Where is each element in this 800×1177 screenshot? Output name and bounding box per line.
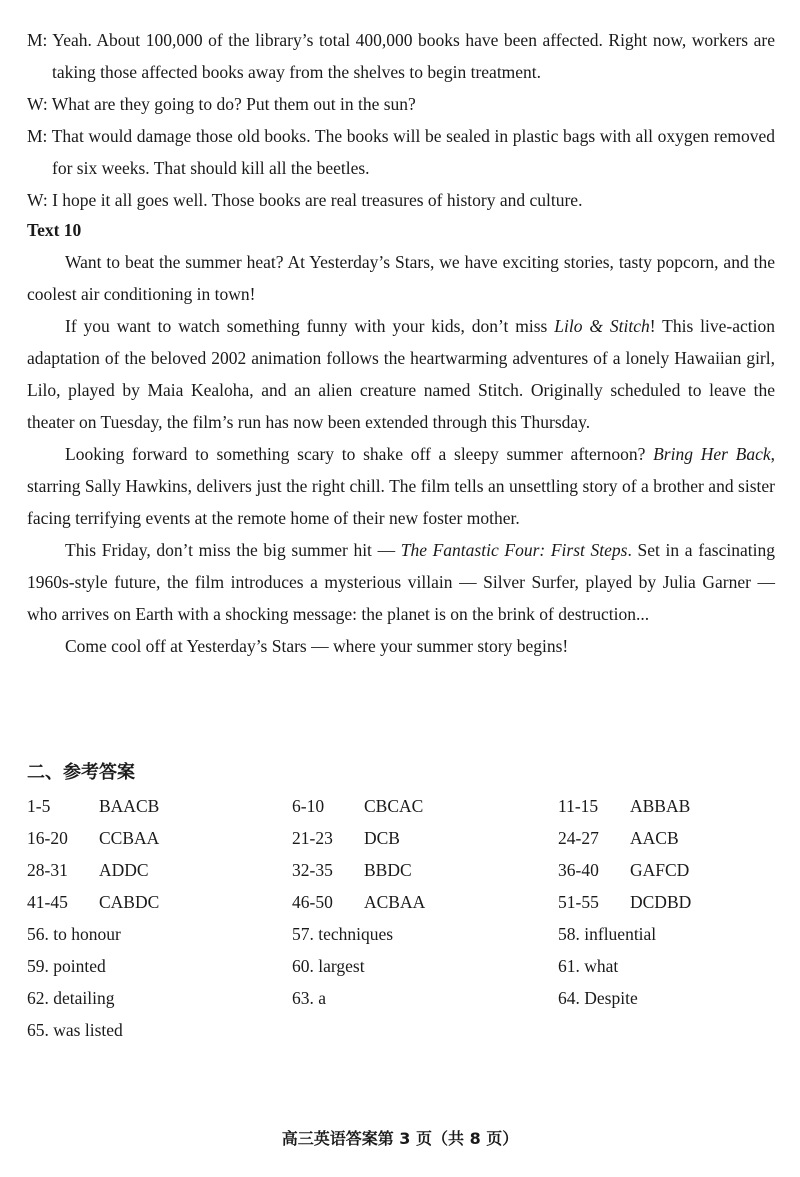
answer-item: 65. was listed (27, 1020, 123, 1040)
answer-range-item (558, 790, 775, 822)
paragraph-text: , starring Sally Hawkins, delivers just the right chill. The film tells an unsettling story of a brother and sister facing terrifying events at the remote home of their new foster mother. (27, 444, 775, 528)
answer-range-item (27, 886, 292, 918)
answer-letters: BAACB (99, 796, 160, 816)
answers-heading: 二、参考答案 (27, 762, 135, 783)
answer-item: 60. largest (292, 956, 365, 976)
paragraph-text: If you want to watch something funny with your kids, don’t miss (65, 316, 555, 336)
question-range: 46-50 (292, 892, 333, 912)
answer-letters: ADDC (99, 860, 149, 880)
answer-grid (27, 790, 775, 1046)
passage-paragraph (27, 310, 775, 438)
answer-letters: AACB (630, 828, 679, 848)
passage-paragraph: Come cool off at Yesterday’s Stars — where your summer story begins! (65, 636, 569, 656)
answer-item: 58. influential (558, 924, 657, 944)
question-range: 41-45 (27, 892, 68, 912)
answer-letters: DCB (364, 828, 400, 848)
answer-item: 59. pointed (27, 956, 106, 976)
answer-letters: ACBAA (364, 892, 426, 912)
answer-range-item (558, 854, 775, 886)
answer-range-item (292, 822, 558, 854)
answer-range-item (27, 790, 292, 822)
question-range: 16-20 (27, 828, 68, 848)
answer-letters: CCBAA (99, 828, 160, 848)
answer-range-item (558, 822, 775, 854)
answer-range-item (292, 854, 558, 886)
page-footer: 高三英语答案第 3 页（共 8 页） (281, 1129, 519, 1148)
answer-letters: CBCAC (364, 796, 424, 816)
dialogue-transcript (27, 24, 775, 216)
question-range: 11-15 (558, 796, 599, 816)
dialogue-line: W: I hope it all goes well. Those books are real treasures of history and culture. (27, 190, 583, 210)
answer-item: 63. a (292, 988, 327, 1008)
question-range: 36-40 (558, 860, 599, 880)
film-title-fantastic-four: The Fantastic Four: First Steps (400, 540, 628, 560)
answer-range-item (558, 886, 775, 918)
text-10-passage (27, 246, 775, 662)
film-title-bring-her-back: Bring Her Back (653, 444, 771, 464)
answer-letters: ABBAB (630, 796, 691, 816)
passage-paragraph (27, 534, 775, 630)
dialogue-line: W: What are they going to do? Put them out in the sun? (27, 94, 416, 114)
question-range: 51-55 (558, 892, 599, 912)
dialogue-line: M: Yeah. About 100,000 of the library’s total 400,000 books have been affected. Right now, workers are taking those affected books away from the shelves to begin treatment. (27, 30, 775, 82)
answer-range-item (27, 822, 292, 854)
question-range: 1-5 (27, 796, 51, 816)
answer-item: 61. what (558, 956, 619, 976)
answer-item: 62. detailing (27, 988, 115, 1008)
answer-range-item (292, 886, 558, 918)
passage-paragraph: Want to beat the summer heat? At Yesterday’s Stars, we have exciting stories, tasty popcorn, and the coolest air conditioning in town! (27, 252, 775, 304)
question-range: 6-10 (292, 796, 325, 816)
question-range: 28-31 (27, 860, 68, 880)
paragraph-text: . Set in a fascinating 1960s-style future, the film introduces a mysterious villain — Silver Surfer, played by Julia Garner — who arrives on Earth with a shocking message: the planet is on the brink of destruction... (27, 540, 775, 624)
answer-range-item (292, 790, 558, 822)
question-range: 24-27 (558, 828, 599, 848)
question-range: 21-23 (292, 828, 333, 848)
answer-range-item (27, 854, 292, 886)
answer-item: 57. techniques (292, 924, 394, 944)
answer-item: 56. to honour (27, 924, 121, 944)
dialogue-line: M: That would damage those old books. The books will be sealed in plastic bags with all oxygen removed for six weeks. That should kill all the beetles. (27, 126, 775, 178)
answer-letters: DCDBD (630, 892, 692, 912)
answer-letters: GAFCD (630, 860, 690, 880)
film-title-lilo-stitch: Lilo & Stitch (554, 316, 650, 336)
question-range: 32-35 (292, 860, 333, 880)
text-10-heading: Text 10 (27, 220, 82, 240)
paragraph-text: Looking forward to something scary to shake off a sleepy summer afternoon? (65, 444, 654, 464)
paragraph-text: ! This live-action adaptation of the beloved 2002 animation follows the heartwarming adventures of a lonely Hawaiian girl, Lilo, played by Maia Kealoha, and an alien creature named Stitch. Originally scheduled to leave the theater on Tuesday, the film’s run has now been extended through this Thursday. (27, 316, 775, 432)
passage-paragraph (27, 438, 775, 534)
answer-letters: BBDC (364, 860, 412, 880)
answer-item: 64. Despite (558, 988, 638, 1008)
answer-letters: CABDC (99, 892, 160, 912)
paragraph-text: This Friday, don’t miss the big summer hit — (65, 540, 401, 560)
